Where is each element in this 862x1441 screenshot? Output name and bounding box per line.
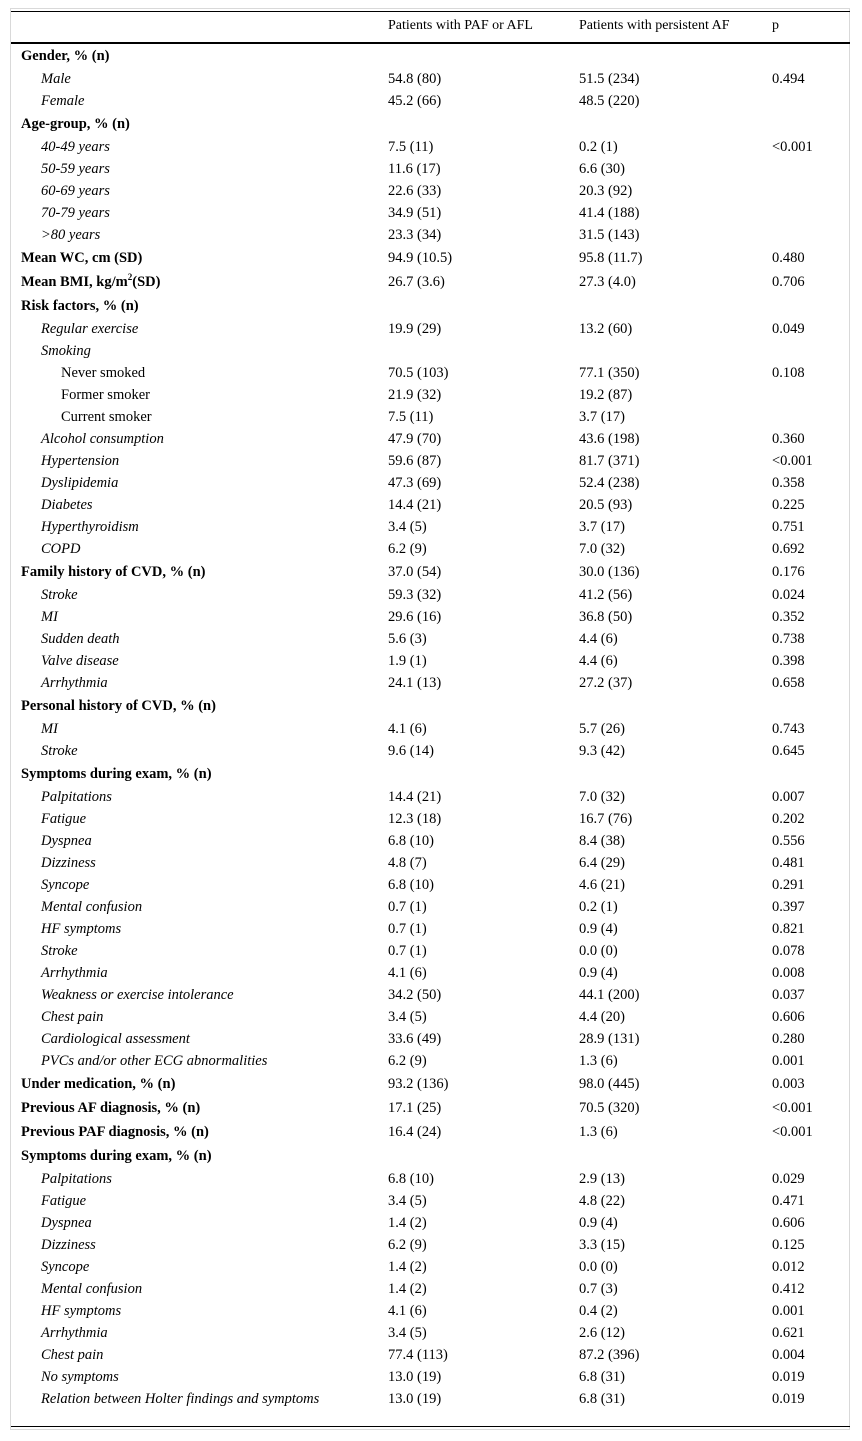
cell-persistent-af: 6.8 (31) (579, 1391, 625, 1407)
cell-paf-afl: 16.4 (24) (388, 1124, 442, 1140)
cell-paf-afl: 59.3 (32) (388, 587, 442, 603)
row-label: Chest pain (41, 1347, 104, 1363)
table-row (11, 1006, 850, 1028)
table-section-row (11, 246, 850, 270)
cell-persistent-af: 41.2 (56) (579, 587, 633, 603)
cell-persistent-af: 4.4 (20) (579, 1009, 625, 1025)
cell-persistent-af: 19.2 (87) (579, 387, 633, 403)
cell-p-value: <0.001 (772, 453, 813, 469)
cell-persistent-af: 2.6 (12) (579, 1325, 625, 1341)
cell-paf-afl: 93.2 (136) (388, 1076, 449, 1092)
cell-paf-afl: 21.9 (32) (388, 387, 442, 403)
row-label: Diabetes (41, 497, 93, 513)
cell-p-value: 0.001 (772, 1303, 805, 1319)
row-label: Cardiological assessment (41, 1031, 190, 1047)
cell-p-value: <0.001 (772, 1124, 813, 1140)
cell-persistent-af: 0.7 (3) (579, 1281, 618, 1297)
cell-p-value: 0.358 (772, 475, 805, 491)
row-label: COPD (41, 541, 81, 557)
cell-persistent-af: 8.4 (38) (579, 833, 625, 849)
cell-persistent-af: 6.8 (31) (579, 1369, 625, 1385)
cell-persistent-af: 81.7 (371) (579, 453, 640, 469)
cell-persistent-af: 27.2 (37) (579, 675, 633, 691)
table-row (11, 1366, 850, 1388)
cell-paf-afl: 9.6 (14) (388, 743, 434, 759)
row-label: Valve disease (41, 653, 119, 669)
cell-persistent-af: 41.4 (188) (579, 205, 640, 221)
table-row (11, 224, 850, 246)
table-row (11, 962, 850, 984)
cell-paf-afl: 19.9 (29) (388, 321, 442, 337)
cell-paf-afl: 34.2 (50) (388, 987, 442, 1003)
cell-paf-afl: 54.8 (80) (388, 71, 442, 87)
cell-persistent-af: 4.4 (6) (579, 653, 618, 669)
cell-p-value: 0.751 (772, 519, 805, 535)
row-label: Male (41, 71, 71, 87)
table-row (11, 984, 850, 1006)
row-label: Former smoker (61, 387, 150, 403)
cell-p-value: 0.007 (772, 789, 805, 805)
table-row (11, 808, 850, 830)
cell-p-value: 0.621 (772, 1325, 805, 1341)
cell-persistent-af: 27.3 (4.0) (579, 274, 636, 290)
row-label: Dyspnea (41, 1215, 92, 1231)
table-row (11, 202, 850, 224)
cell-p-value: 0.108 (772, 365, 805, 381)
table-row (11, 874, 850, 896)
cell-persistent-af: 20.5 (93) (579, 497, 633, 513)
table-section-row (11, 560, 850, 584)
table-row (11, 90, 850, 112)
row-label: Gender, % (n) (21, 48, 110, 64)
cell-p-value: 0.481 (772, 855, 805, 871)
cell-p-value: 0.606 (772, 1009, 805, 1025)
table-row (11, 786, 850, 808)
table-row (11, 672, 850, 694)
row-label: Dizziness (41, 855, 96, 871)
cell-paf-afl: 6.8 (10) (388, 1171, 434, 1187)
row-label: Dyspnea (41, 833, 92, 849)
row-label: Hypertension (41, 453, 120, 469)
row-label: >80 years (41, 227, 101, 243)
row-label: MI (41, 609, 58, 625)
row-label: Risk factors, % (n) (21, 298, 139, 314)
cell-persistent-af: 20.3 (92) (579, 183, 633, 199)
cell-p-value: 0.029 (772, 1171, 805, 1187)
row-label: Palpitations (41, 1171, 112, 1187)
cell-p-value: 0.645 (772, 743, 805, 759)
cell-persistent-af: 43.6 (198) (579, 431, 640, 447)
row-label: Dizziness (41, 1237, 96, 1253)
cell-persistent-af: 48.5 (220) (579, 93, 640, 109)
cell-persistent-af: 0.9 (4) (579, 965, 618, 981)
header-p-value: p (772, 18, 779, 33)
table-section-row (11, 694, 850, 718)
cell-p-value: 0.821 (772, 921, 805, 937)
row-label: Syncope (41, 877, 90, 893)
table-row (11, 1234, 850, 1256)
table-row (11, 852, 850, 874)
table-row (11, 180, 850, 202)
cell-persistent-af: 0.9 (4) (579, 921, 618, 937)
cell-paf-afl: 94.9 (10.5) (388, 250, 453, 266)
row-label: Fatigue (41, 811, 87, 827)
cell-paf-afl: 4.8 (7) (388, 855, 427, 871)
cell-paf-afl: 23.3 (34) (388, 227, 442, 243)
cell-p-value: 0.078 (772, 943, 805, 959)
cell-p-value: 0.225 (772, 497, 805, 513)
row-label: PVCs and/or other ECG abnormalities (41, 1053, 268, 1069)
table-section-row (11, 294, 850, 318)
header-paf-afl: Patients with PAF or AFL (388, 18, 533, 33)
cell-persistent-af: 36.8 (50) (579, 609, 633, 625)
table-row (11, 450, 850, 472)
row-label: 50-59 years (41, 161, 110, 177)
row-label: Weakness or exercise intolerance (41, 987, 234, 1003)
table-row (11, 606, 850, 628)
table-row (11, 384, 850, 406)
cell-persistent-af: 4.4 (6) (579, 631, 618, 647)
cell-paf-afl: 4.1 (6) (388, 1303, 427, 1319)
cell-p-value: 0.743 (772, 721, 805, 737)
cell-paf-afl: 0.7 (1) (388, 943, 427, 959)
row-label: Arrhythmia (41, 1325, 108, 1341)
table-row (11, 1028, 850, 1050)
table-row (11, 362, 850, 384)
cell-p-value: 0.202 (772, 811, 805, 827)
cell-p-value: 0.280 (772, 1031, 805, 1047)
cell-paf-afl: 24.1 (13) (388, 675, 442, 691)
row-label: Alcohol consumption (41, 431, 164, 447)
cell-paf-afl: 34.9 (51) (388, 205, 442, 221)
cell-persistent-af: 95.8 (11.7) (579, 250, 643, 266)
cell-paf-afl: 7.5 (11) (388, 139, 434, 155)
table-row (11, 1278, 850, 1300)
table-header (11, 14, 850, 40)
row-label: Stroke (41, 943, 78, 959)
cell-paf-afl: 3.4 (5) (388, 1193, 427, 1209)
cell-paf-afl: 1.4 (2) (388, 1215, 427, 1231)
table-section-row (11, 112, 850, 136)
cell-p-value: 0.037 (772, 987, 805, 1003)
cell-paf-afl: 13.0 (19) (388, 1391, 442, 1407)
table-row (11, 340, 850, 362)
cell-persistent-af: 98.0 (445) (579, 1076, 640, 1092)
cell-persistent-af: 31.5 (143) (579, 227, 640, 243)
table-row (11, 1212, 850, 1234)
table-row (11, 1190, 850, 1212)
cell-paf-afl: 12.3 (18) (388, 811, 442, 827)
table-row (11, 896, 850, 918)
cell-p-value: 0.008 (772, 965, 805, 981)
table-section-row (11, 762, 850, 786)
row-label: 70-79 years (41, 205, 110, 221)
cell-paf-afl: 11.6 (17) (388, 161, 441, 177)
row-label: MI (41, 721, 58, 737)
row-label: Stroke (41, 587, 78, 603)
cell-p-value: 0.024 (772, 587, 805, 603)
cell-paf-afl: 33.6 (49) (388, 1031, 442, 1047)
cell-persistent-af: 3.3 (15) (579, 1237, 625, 1253)
row-label: Mental confusion (41, 899, 143, 915)
row-label: Regular exercise (41, 321, 139, 337)
cell-p-value: 0.494 (772, 71, 805, 87)
table-row (11, 406, 850, 428)
cell-p-value: 0.019 (772, 1391, 805, 1407)
cell-p-value: 0.692 (772, 541, 805, 557)
cell-persistent-af: 5.7 (26) (579, 721, 625, 737)
row-label: 40-49 years (41, 139, 110, 155)
table-row (11, 918, 850, 940)
cell-paf-afl: 29.6 (16) (388, 609, 442, 625)
cell-paf-afl: 6.2 (9) (388, 1237, 427, 1253)
table-row (11, 1388, 850, 1410)
row-label: Mental confusion (41, 1281, 143, 1297)
row-label: Female (41, 93, 85, 109)
row-label: Chest pain (41, 1009, 104, 1025)
cell-persistent-af: 0.4 (2) (579, 1303, 618, 1319)
cell-paf-afl: 59.6 (87) (388, 453, 442, 469)
cell-paf-afl: 6.8 (10) (388, 877, 434, 893)
cell-persistent-af: 51.5 (234) (579, 71, 640, 87)
cell-paf-afl: 45.2 (66) (388, 93, 442, 109)
cell-persistent-af: 0.2 (1) (579, 139, 618, 155)
cell-persistent-af: 9.3 (42) (579, 743, 625, 759)
row-label: Never smoked (61, 365, 146, 381)
cell-p-value: 0.412 (772, 1281, 805, 1297)
cell-p-value: 0.480 (772, 250, 805, 266)
cell-persistent-af: 7.0 (32) (579, 789, 625, 805)
table-section-row (11, 270, 850, 294)
table-row (11, 472, 850, 494)
cell-p-value: 0.398 (772, 653, 805, 669)
cell-paf-afl: 14.4 (21) (388, 497, 442, 513)
table-row (11, 538, 850, 560)
table-row (11, 1344, 850, 1366)
table-section-row (11, 1120, 850, 1144)
row-label: Hyperthyroidism (41, 519, 139, 535)
cell-paf-afl: 6.2 (9) (388, 541, 427, 557)
row-label: Syncope (41, 1259, 90, 1275)
cell-p-value: 0.176 (772, 564, 805, 580)
cell-persistent-af: 0.9 (4) (579, 1215, 618, 1231)
row-label: Under medication, % (n) (21, 1076, 176, 1092)
cell-paf-afl: 4.1 (6) (388, 721, 427, 737)
row-label: Arrhythmia (41, 965, 108, 981)
cell-persistent-af: 4.8 (22) (579, 1193, 625, 1209)
cell-persistent-af: 0.0 (0) (579, 943, 618, 959)
row-label: Current smoker (61, 409, 152, 425)
table-row (11, 650, 850, 672)
bottom-rule (11, 1426, 850, 1427)
table-row (11, 318, 850, 340)
table-row (11, 428, 850, 450)
table-row (11, 68, 850, 90)
table-section-row (11, 44, 850, 68)
cell-p-value: 0.706 (772, 274, 805, 290)
table-row (11, 516, 850, 538)
row-label: Sudden death (41, 631, 120, 647)
cell-persistent-af: 0.2 (1) (579, 899, 618, 915)
cell-persistent-af: 2.9 (13) (579, 1171, 625, 1187)
cell-persistent-af: 0.0 (0) (579, 1259, 618, 1275)
cell-p-value: 0.556 (772, 833, 805, 849)
cell-paf-afl: 1.4 (2) (388, 1259, 427, 1275)
row-label: Symptoms during exam, % (n) (21, 766, 212, 782)
row-label: Family history of CVD, % (n) (21, 564, 206, 580)
cell-p-value: 0.003 (772, 1076, 805, 1092)
cell-p-value: 0.606 (772, 1215, 805, 1231)
row-label: Previous AF diagnosis, % (n) (21, 1100, 201, 1116)
row-label: Mean BMI, $kg/m^2(SD)$ (21, 272, 161, 290)
cell-paf-afl: 0.7 (1) (388, 921, 427, 937)
row-label: Age-group, % (n) (21, 116, 130, 132)
row-label: Previous PAF diagnosis, % (n) (21, 1124, 209, 1140)
cell-persistent-af: 1.3 (6) (579, 1124, 618, 1140)
cell-paf-afl: 3.4 (5) (388, 1009, 427, 1025)
cell-p-value: 0.352 (772, 609, 805, 625)
cell-paf-afl: 0.7 (1) (388, 899, 427, 915)
table-row (11, 740, 850, 762)
cell-p-value: 0.291 (772, 877, 805, 893)
cell-persistent-af: 28.9 (131) (579, 1031, 640, 1047)
cell-paf-afl: 6.8 (10) (388, 833, 434, 849)
table-row (11, 830, 850, 852)
row-label: Palpitations (41, 789, 112, 805)
cell-paf-afl: 47.3 (69) (388, 475, 442, 491)
cell-persistent-af: 3.7 (17) (579, 519, 625, 535)
table-row (11, 494, 850, 516)
cell-p-value: 0.001 (772, 1053, 805, 1069)
cell-persistent-af: 4.6 (21) (579, 877, 625, 893)
table-row (11, 584, 850, 606)
cell-paf-afl: 4.1 (6) (388, 965, 427, 981)
table-row (11, 1300, 850, 1322)
row-label: Personal history of CVD, % (n) (21, 698, 216, 714)
cell-p-value: 0.004 (772, 1347, 805, 1363)
cell-persistent-af: 70.5 (320) (579, 1100, 640, 1116)
cell-p-value: 0.360 (772, 431, 805, 447)
table-section-row (11, 1072, 850, 1096)
table-section-row (11, 1096, 850, 1120)
row-label: HF symptoms (41, 1303, 122, 1319)
cell-p-value: 0.125 (772, 1237, 805, 1253)
table-row (11, 718, 850, 740)
row-label: Dyslipidemia (41, 475, 119, 491)
table-row (11, 1322, 850, 1344)
row-label: Mean WC, cm (SD) (21, 250, 143, 266)
cell-persistent-af: 87.2 (396) (579, 1347, 640, 1363)
row-label: Stroke (41, 743, 78, 759)
cell-paf-afl: 70.5 (103) (388, 365, 449, 381)
cell-paf-afl: 47.9 (70) (388, 431, 442, 447)
cell-paf-afl: 7.5 (11) (388, 409, 434, 425)
cell-p-value: <0.001 (772, 139, 813, 155)
cell-p-value: 0.049 (772, 321, 805, 337)
cell-paf-afl: 3.4 (5) (388, 1325, 427, 1341)
cell-persistent-af: 3.7 (17) (579, 409, 625, 425)
cell-p-value: 0.658 (772, 675, 805, 691)
cell-paf-afl: 26.7 (3.6) (388, 274, 445, 290)
table-row (11, 1256, 850, 1278)
cell-p-value: 0.471 (772, 1193, 805, 1209)
row-label: Arrhythmia (41, 675, 108, 691)
table-row (11, 1168, 850, 1190)
cell-paf-afl: 17.1 (25) (388, 1100, 442, 1116)
cell-p-value: 0.738 (772, 631, 805, 647)
row-label: HF symptoms (41, 921, 122, 937)
cell-paf-afl: 6.2 (9) (388, 1053, 427, 1069)
cell-p-value: 0.012 (772, 1259, 805, 1275)
table-row (11, 158, 850, 180)
cell-paf-afl: 37.0 (54) (388, 564, 442, 580)
cell-paf-afl: 3.4 (5) (388, 519, 427, 535)
cell-persistent-af: 6.4 (29) (579, 855, 625, 871)
cell-persistent-af: 77.1 (350) (579, 365, 640, 381)
cell-persistent-af: 30.0 (136) (579, 564, 640, 580)
table-row (11, 628, 850, 650)
cell-persistent-af: 6.6 (30) (579, 161, 625, 177)
cell-persistent-af: 52.4 (238) (579, 475, 640, 491)
row-label: 60-69 years (41, 183, 110, 199)
row-label: Smoking (41, 343, 91, 359)
row-label: No symptoms (41, 1369, 119, 1385)
cell-persistent-af: 16.7 (76) (579, 811, 633, 827)
cell-persistent-af: 13.2 (60) (579, 321, 633, 337)
row-label: Relation between Holter findings and symptoms (41, 1391, 320, 1407)
table-section-row (11, 1144, 850, 1168)
cell-paf-afl: 1.4 (2) (388, 1281, 427, 1297)
cell-paf-afl: 14.4 (21) (388, 789, 442, 805)
cell-paf-afl: 77.4 (113) (388, 1347, 448, 1363)
table-row (11, 136, 850, 158)
table-row (11, 940, 850, 962)
row-label: Symptoms during exam, % (n) (21, 1148, 212, 1164)
row-label: Fatigue (41, 1193, 87, 1209)
cell-paf-afl: 5.6 (3) (388, 631, 427, 647)
cell-persistent-af: 1.3 (6) (579, 1053, 618, 1069)
cell-p-value: <0.001 (772, 1100, 813, 1116)
cell-paf-afl: 13.0 (19) (388, 1369, 442, 1385)
cell-p-value: 0.397 (772, 899, 805, 915)
cell-persistent-af: 7.0 (32) (579, 541, 625, 557)
cell-persistent-af: 44.1 (200) (579, 987, 640, 1003)
cell-paf-afl: 22.6 (33) (388, 183, 442, 199)
cell-p-value: 0.019 (772, 1369, 805, 1385)
header-persistent-af: Patients with persistent AF (579, 18, 730, 33)
table-body (11, 44, 850, 1410)
cell-paf-afl: 1.9 (1) (388, 653, 427, 669)
table-row (11, 1050, 850, 1072)
top-rule (11, 11, 850, 12)
